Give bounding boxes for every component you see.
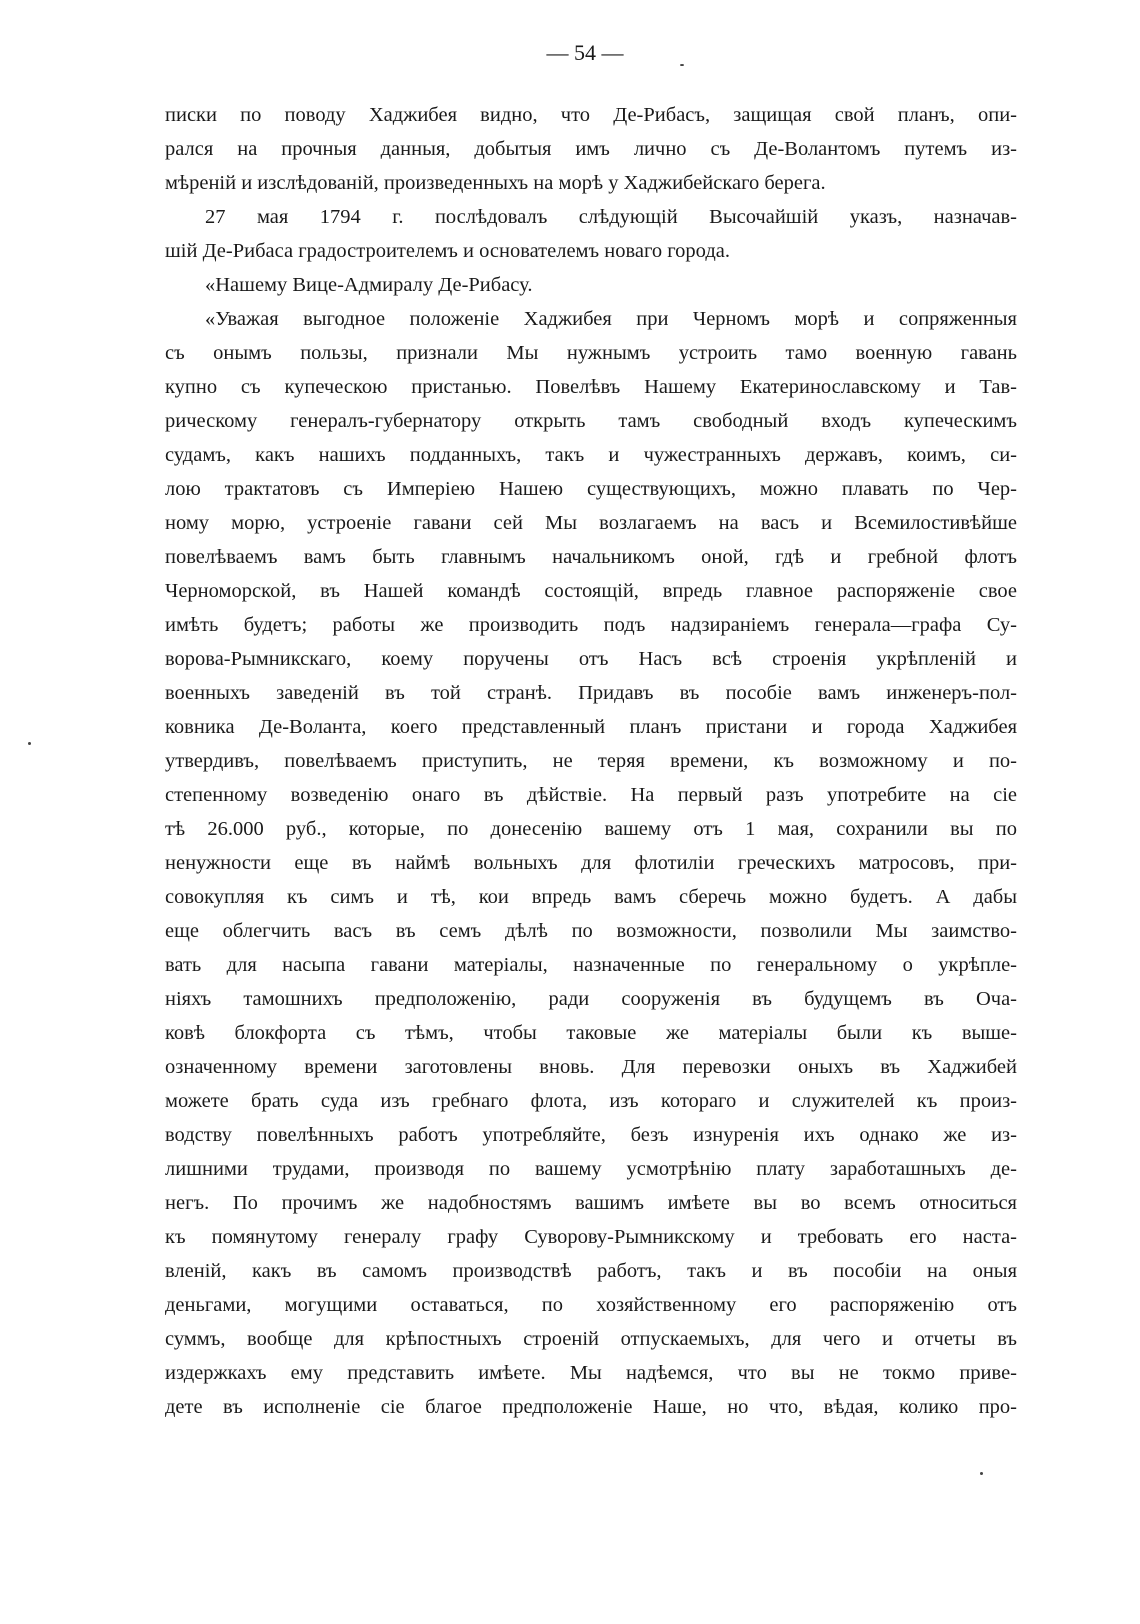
text-line: писки по поводу Хаджибея видно, что Де-Рибасъ, защищая свой планъ, опи- xyxy=(165,104,1017,126)
text-line: ворова-Рымникскаго, коему поручены отъ Насъ всѣ строенія укрѣпленій и xyxy=(165,648,1017,670)
text-line: судамъ, какъ нашихъ подданныхъ, такъ и чужестранныхъ державъ, коимъ, си- xyxy=(165,444,1017,466)
text-line: совокупляя къ симъ и тѣ, кои впредь вамъ сберечь можно будетъ. А дабы xyxy=(165,886,1017,908)
body-text xyxy=(165,98,1017,1424)
text-line: рическому генералъ-губернатору открыть тамъ свободный входъ купеческимъ xyxy=(165,410,1017,432)
text-line: ковѣ блокфорта съ тѣмъ, чтобы таковые же матеріалы были къ выше- xyxy=(165,1022,1017,1044)
text-line: рался на прочныя данныя, добытыя имъ лично съ Де-Волантомъ путемъ из- xyxy=(165,138,1017,160)
text-line: ніяхъ тамошнихъ предположенію, ради сооруженія въ будущемъ въ Оча- xyxy=(165,988,1017,1010)
text-line: ному морю, устроеніе гавани сей Мы возлагаемъ на васъ и Всемилостивѣйше xyxy=(165,512,1017,534)
text-line: негъ. По прочимъ же надобностямъ вашимъ имѣете вы во всемъ относиться xyxy=(165,1192,1017,1214)
scan-speck xyxy=(980,1472,983,1475)
text-line: тѣ 26.000 руб., которые, по донесенію вашему отъ 1 мая, сохранили вы по xyxy=(165,818,1017,840)
text-line: Черноморской, въ Нашей командѣ состоящій, впредь главное распоряженіе свое xyxy=(165,580,1017,602)
text-line: ненужности еще въ наймѣ вольныхъ для флотиліи греческихъ матросовъ, при- xyxy=(165,852,1017,874)
text-line: водству повелѣнныхъ работъ употребляйте, безъ изнуренія ихъ однако же из- xyxy=(165,1124,1017,1146)
text-line: утвердивъ, повелѣваемъ приступить, не теряя времени, къ возможному и по- xyxy=(165,750,1017,772)
text-line: повелѣваемъ вамъ быть главнымъ начальникомъ оной, гдѣ и гребной флотъ xyxy=(165,546,1017,568)
text-line: имѣть будетъ; работы же производить подъ надзираніемъ генерала—графа Су- xyxy=(165,614,1017,636)
scan-speck xyxy=(28,742,31,745)
text-line: лишними трудами, производя по вашему усмотрѣнію плату заработашныхъ де- xyxy=(165,1158,1017,1180)
text-line: можете брать суда изъ гребнаго флота, изъ котораго и служителей къ произ- xyxy=(165,1090,1017,1112)
text-line: суммъ, вообще для крѣпостныхъ строеній отпускаемыхъ, для чего и отчеты въ xyxy=(165,1328,1017,1350)
text-line: степенному возведенію онаго въ дѣйствіе. На первый разъ употребите на сіе xyxy=(165,784,1017,806)
text-line: означенному времени заготовлены вновь. Для перевозки оныхъ въ Хаджибей xyxy=(165,1056,1017,1078)
text-line: купно съ купеческою пристанью. Повелѣвъ Нашему Екатеринославскому и Тав- xyxy=(165,376,1017,398)
text-line: съ онымъ пользы, признали Мы нужнымъ устроить тамо военную гавань xyxy=(165,342,1017,364)
text-line: 27 мая 1794 г. послѣдовалъ слѣдующій Высочайшій указъ, назначав- xyxy=(205,206,1017,228)
text-line: вленій, какъ въ самомъ производствѣ работъ, такъ и въ пособіи на оныя xyxy=(165,1260,1017,1282)
text-line: къ помянутому генералу графу Суворову-Рымникскому и требовать его наста- xyxy=(165,1226,1017,1248)
text-line: «Нашему Вице-Адмиралу Де-Рибасу. xyxy=(205,274,533,296)
text-line: еще облегчить васъ въ семъ дѣлѣ по возможности, позволили Мы заимство- xyxy=(165,920,1017,942)
text-line: ковника Де-Воланта, коего представленный планъ пристани и города Хаджибея xyxy=(165,716,1017,738)
text-line: дете въ исполненіе сіе благое предположеніе Наше, но что, вѣдая, колико про- xyxy=(165,1396,1017,1418)
text-line: шій Де-Рибаса градостроителемъ и основателемъ новаго города. xyxy=(165,240,730,262)
page-number: — 54 — xyxy=(546,40,624,65)
text-line: лою трактатовъ съ Имперіею Нашею существующихъ, можно плавать по Чер- xyxy=(165,478,1017,500)
text-line: военныхъ заведеній въ той странѣ. Придавъ въ пособіе вамъ инженеръ-пол- xyxy=(165,682,1017,704)
text-line: «Уважая выгодное положеніе Хаджибея при Черномъ морѣ и сопряженныя xyxy=(205,308,1017,330)
text-line: мѣреній и изслѣдованій, произведенныхъ на морѣ у Хаджибейскаго берега. xyxy=(165,172,826,194)
text-line: вать для насыпа гавани матеріалы, назначенные по генеральному о укрѣпле- xyxy=(165,954,1017,976)
scan-speck xyxy=(680,64,684,66)
text-line: издержкахъ ему представить имѣете. Мы надѣемся, что вы не токмо приве- xyxy=(165,1362,1017,1384)
text-line: деньгами, могущими оставаться, по хозяйственному его распоряженію отъ xyxy=(165,1294,1017,1316)
